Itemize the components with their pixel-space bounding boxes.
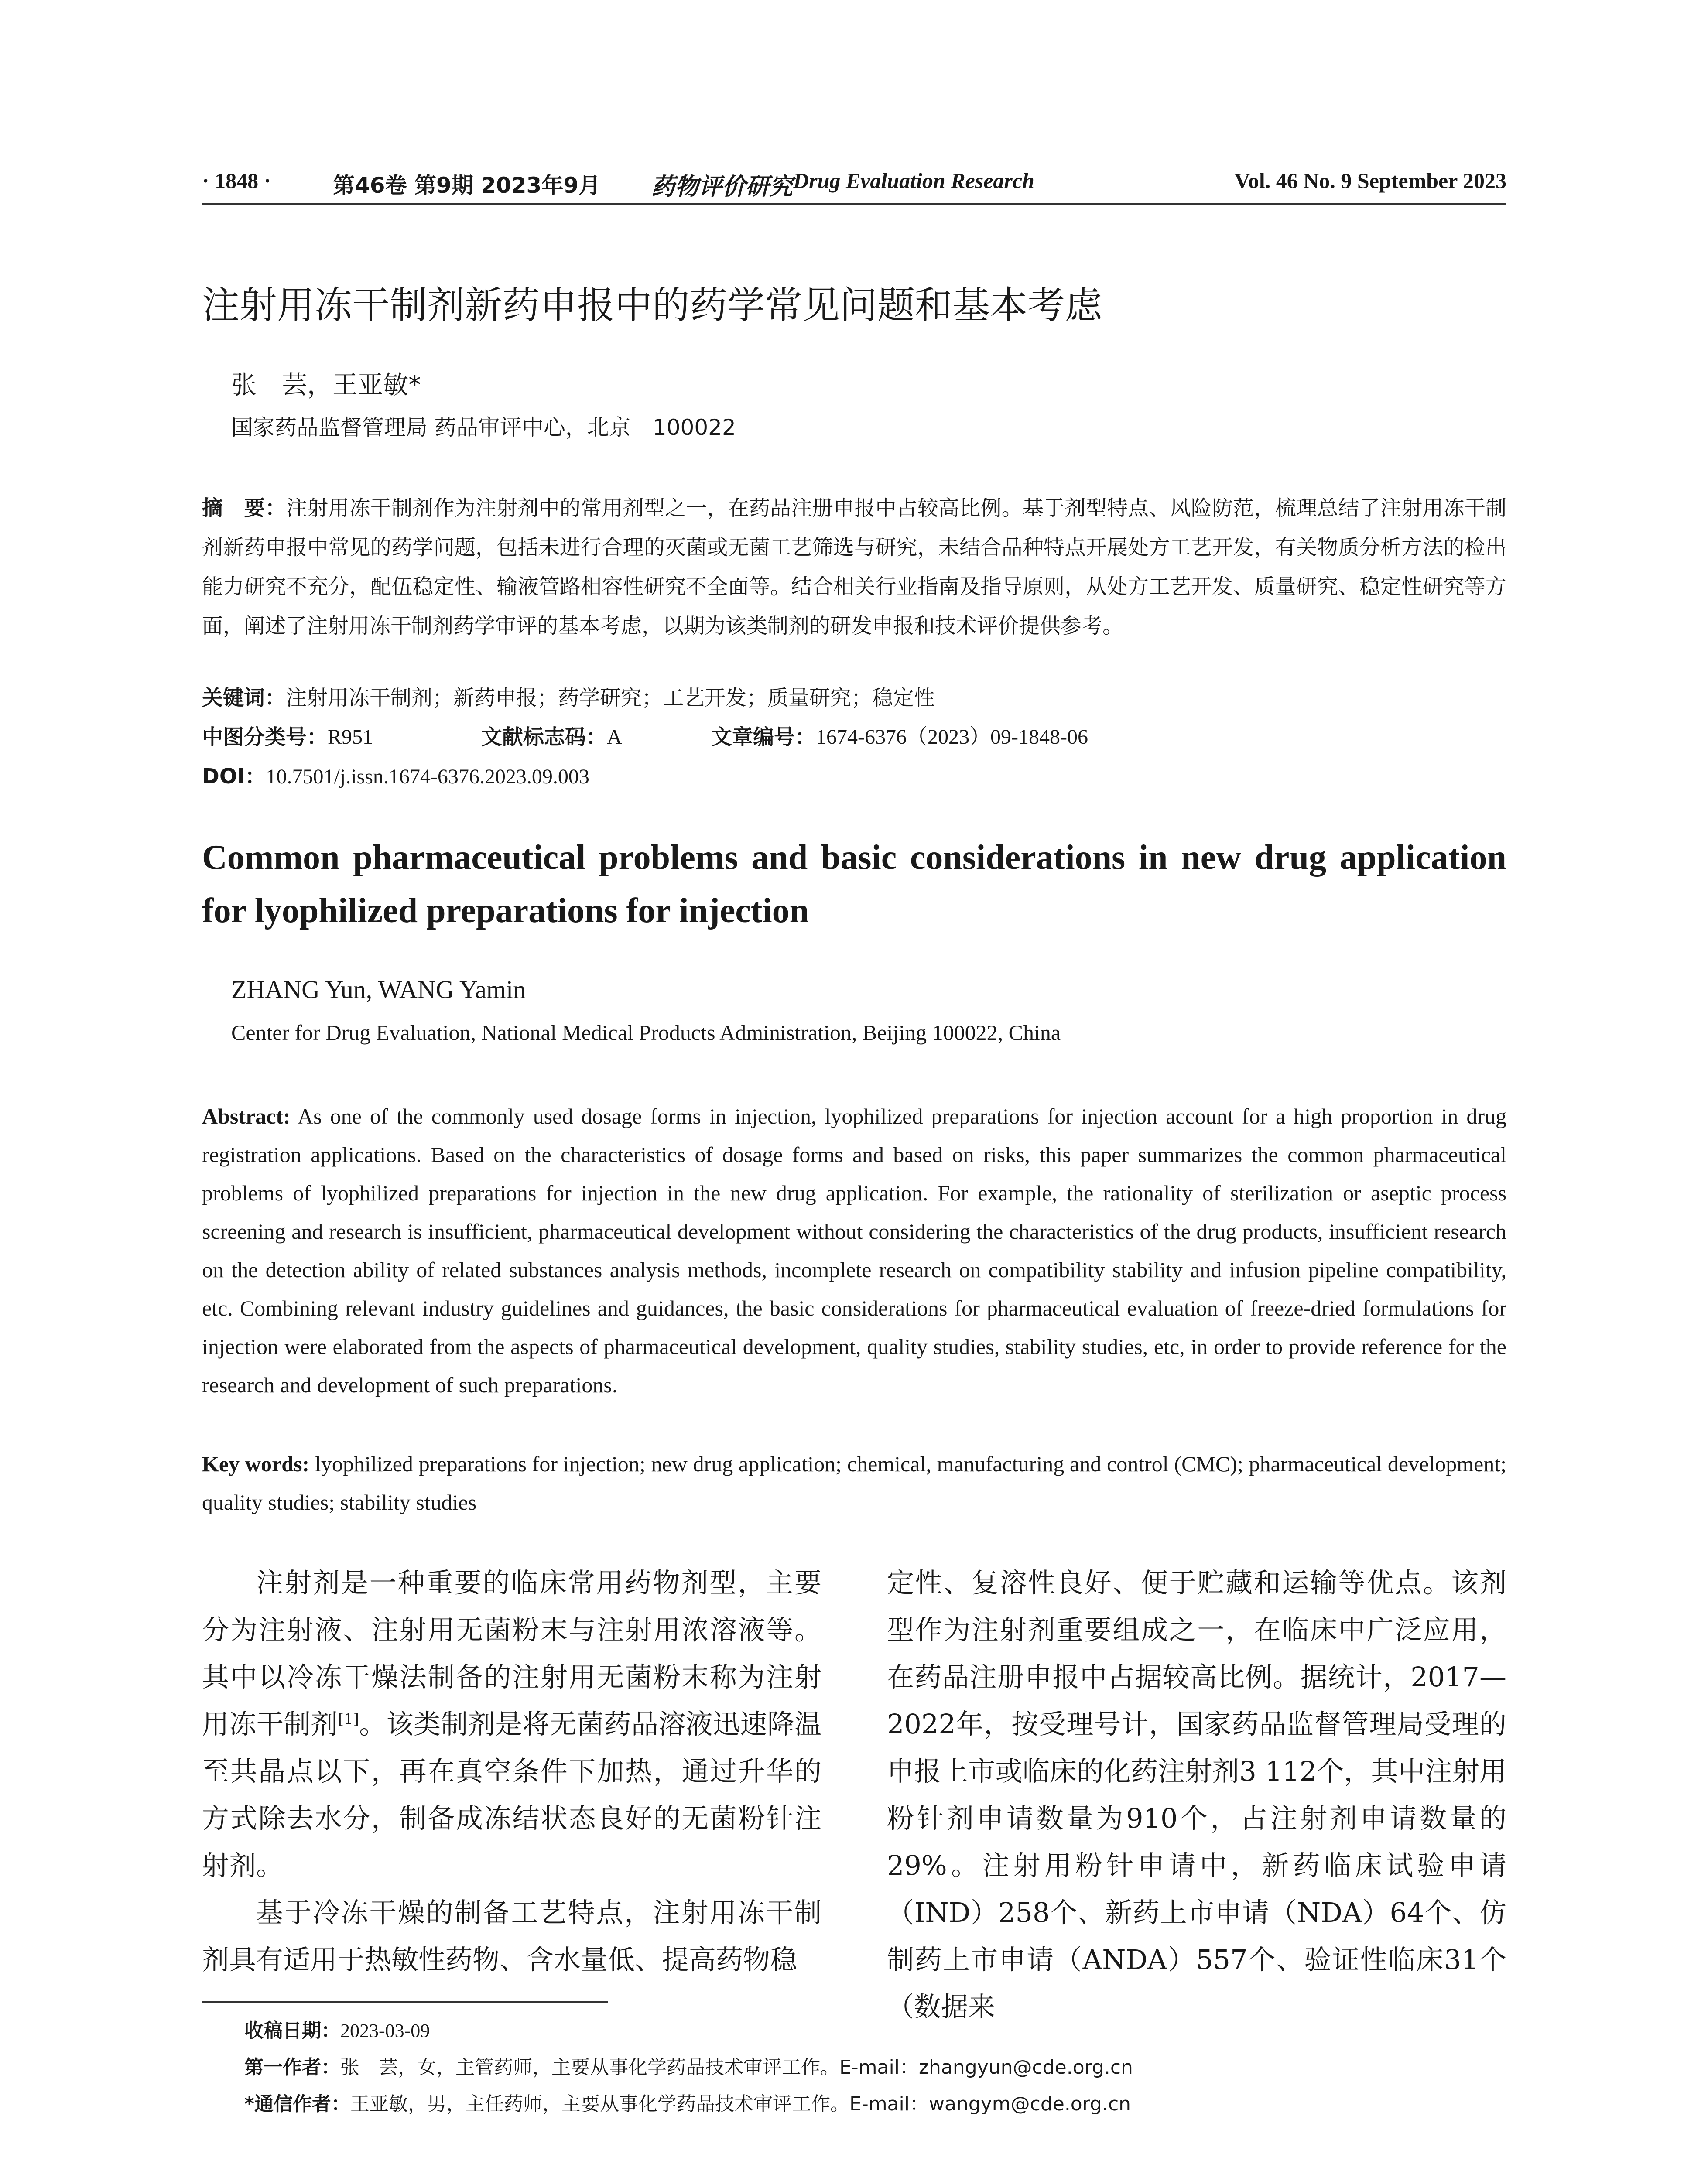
body-paragraph-1	[202, 1559, 821, 1889]
body-column-left	[202, 1559, 821, 1983]
keywords-en-text: lyophilized preparations for injection; new drug application; chemical, manufacturing and control (CMC); pharmaceutical development; quality studies; stability studies	[202, 1452, 1506, 1514]
abstract-en	[202, 1097, 1506, 1404]
clc-value: R951	[328, 725, 373, 749]
article-no-label: 文章编号：	[711, 725, 816, 749]
body-paragraph-2: 基于冷冻干燥的制备工艺特点，注射用冻干制剂具有适用于热敏性药物、含水量低、提高药物稳	[202, 1897, 821, 1976]
authors-en: ZHANG Yun, WANG Yamin	[231, 975, 526, 1004]
affiliation-cn: 国家药品监督管理局 药品审评中心，北京 100022	[231, 415, 736, 440]
corresponding-label: *通信作者：	[244, 2093, 351, 2115]
affiliation-en: Center for Drug Evaluation, National Medical Products Administration, Beijing 100022, China	[231, 1020, 1061, 1045]
received-label: 收稿日期：	[244, 2020, 340, 2042]
abstract-en-text: As one of the commonly used dosage forms in injection, lyophilized preparations for injection account for a high proportion in drug registration applications. Based on the characteristics of dosage forms and based on risks, this paper summarizes the common pharmaceutical problems of lyophilized preparations for injection in the new drug application. For example, the rationality of sterilization or aseptic process screening and research is insufficient, pharmaceutical development without considering the characteristics of the drug products, insufficient research on the detection ability of related substances analysis methods, incomplete research on compatibility stability and infusion pipeline compatibility, etc. Combining relevant industry guidelines and guidances, the basic considerations for pharmaceutical evaluation of freeze-dried formulations for injection were elaborated from the aspects of pharmaceutical development, quality studies, stability studies, etc, in order to provide reference for the research and development of such preparations.	[202, 1104, 1506, 1397]
body-paragraph-2-continued: 定性、复溶性良好、便于贮藏和运输等优点。该剂型作为注射剂重要组成之一，在临床中广泛应用，在药品注册申报中占据较高比例。据统计，2017—2022年，按受理号计，国家药品监督管理局受理的申报上市或临床的化药注射剂3 112个，其中注射用粉针剂申请数量为910个，占注射剂申请数量的29%。注射用粉针申请中，新药临床试验申请（IND）258个、新药上市申请（NDA）64个、仿制药上市申请（ANDA）557个、验证性临床31个（数据来	[887, 1567, 1506, 2023]
keywords-en-label: Key words:	[202, 1452, 310, 1476]
doc-code-label: 文献标志码：	[481, 725, 607, 749]
journal-name-en: Drug Evaluation Research	[793, 168, 1034, 193]
body-p1-text-b: 。该类制剂是将无菌药品溶液迅速降温至共晶点以下，再在真空条件下加热，通过升华的方式除去水分，制备成冻结状态良好的无菌粉针注射剂。	[202, 1708, 821, 1881]
doi-row	[202, 759, 1506, 794]
abstract-cn-label: 摘 要：	[202, 496, 286, 520]
first-author-label: 第一作者：	[244, 2056, 340, 2078]
footnote-first-author	[244, 2049, 1133, 2086]
running-header	[202, 168, 1506, 198]
footnote-received	[244, 2013, 1133, 2049]
authors-cn: 张 芸，王亚敏*	[231, 370, 421, 400]
footnote-corresponding-author	[244, 2086, 1133, 2123]
issue-info-en: Vol. 46 No. 9 September 2023	[1234, 168, 1506, 193]
doi-label: DOI：	[202, 764, 266, 789]
abstract-cn-text: 注射用冻干制剂作为注射剂中的常用剂型之一，在药品注册申报中占较高比例。基于剂型特点、风险防范，梳理总结了注射用冻干制剂新药申报中常见的药学问题，包括未进行合理的灭菌或无菌工艺筛选与研究，未结合品种特点开展处方工艺开发，有关物质分析方法的检出能力研究不充分，配伍稳定性、输液管路相容性研究不全面等。结合相关行业指南及指导原则，从处方工艺开发、质量研究、稳定性研究等方面，阐述了注射用冻干制剂药学审评的基本考虑，以期为该类制剂的研发申报和技术评价提供参考。	[202, 496, 1506, 638]
keywords-cn-label: 关键词：	[202, 686, 286, 710]
body-p1-text-a: 注射剂是一种重要的临床常用药物剂型，主要分为注射液、注射用无菌粉末与注射用浓溶液等。其中以冷冻干燥法制备的注射用无菌粉末称为注射用冻干制剂	[202, 1567, 821, 1740]
article-no-value: 1674-6376（2023）09-1848-06	[816, 725, 1088, 749]
doi-value: 10.7501/j.issn.1674-6376.2023.09.003	[266, 765, 589, 788]
issue-info-cn: 第46卷 第9期 2023年9月	[333, 173, 601, 198]
footnotes	[244, 2013, 1133, 2123]
header-rule	[202, 203, 1506, 205]
first-author-value: 张 芸，女，主管药师，主要从事化学药品技术审评工作。E-mail：zhangyun@cde.org.cn	[340, 2056, 1133, 2078]
received-value: 2023-03-09	[340, 2020, 430, 2041]
keywords-en	[202, 1445, 1506, 1521]
doc-code-value: A	[607, 725, 622, 749]
abstract-en-label: Abstract:	[202, 1104, 291, 1128]
keywords-cn	[202, 678, 1506, 718]
title-en: Common pharmaceutical problems and basic considerations in new drug application for lyophilized preparations for injection	[202, 838, 1506, 930]
page-number: · 1848 ·	[202, 168, 271, 193]
corresponding-value: 王亚敏，男，主任药师，主要从事化学药品技术审评工作。E-mail：wangym@cde.org.cn	[350, 2093, 1131, 2115]
citation-ref-1[interactable]: [1]	[338, 1710, 359, 1728]
journal-logo-cn: 药物评价研究	[651, 174, 793, 200]
clc-label: 中图分类号：	[202, 725, 328, 749]
abstract-cn	[202, 489, 1506, 646]
body-column-right	[887, 1559, 1506, 2031]
keywords-cn-text: 注射用冻干制剂；新药申报；药学研究；工艺开发；质量研究；稳定性	[286, 686, 935, 710]
title-cn: 注射用冻干制剂新药申报中的药学常见问题和基本考虑	[202, 284, 1102, 327]
footnote-rule	[202, 2001, 608, 2003]
